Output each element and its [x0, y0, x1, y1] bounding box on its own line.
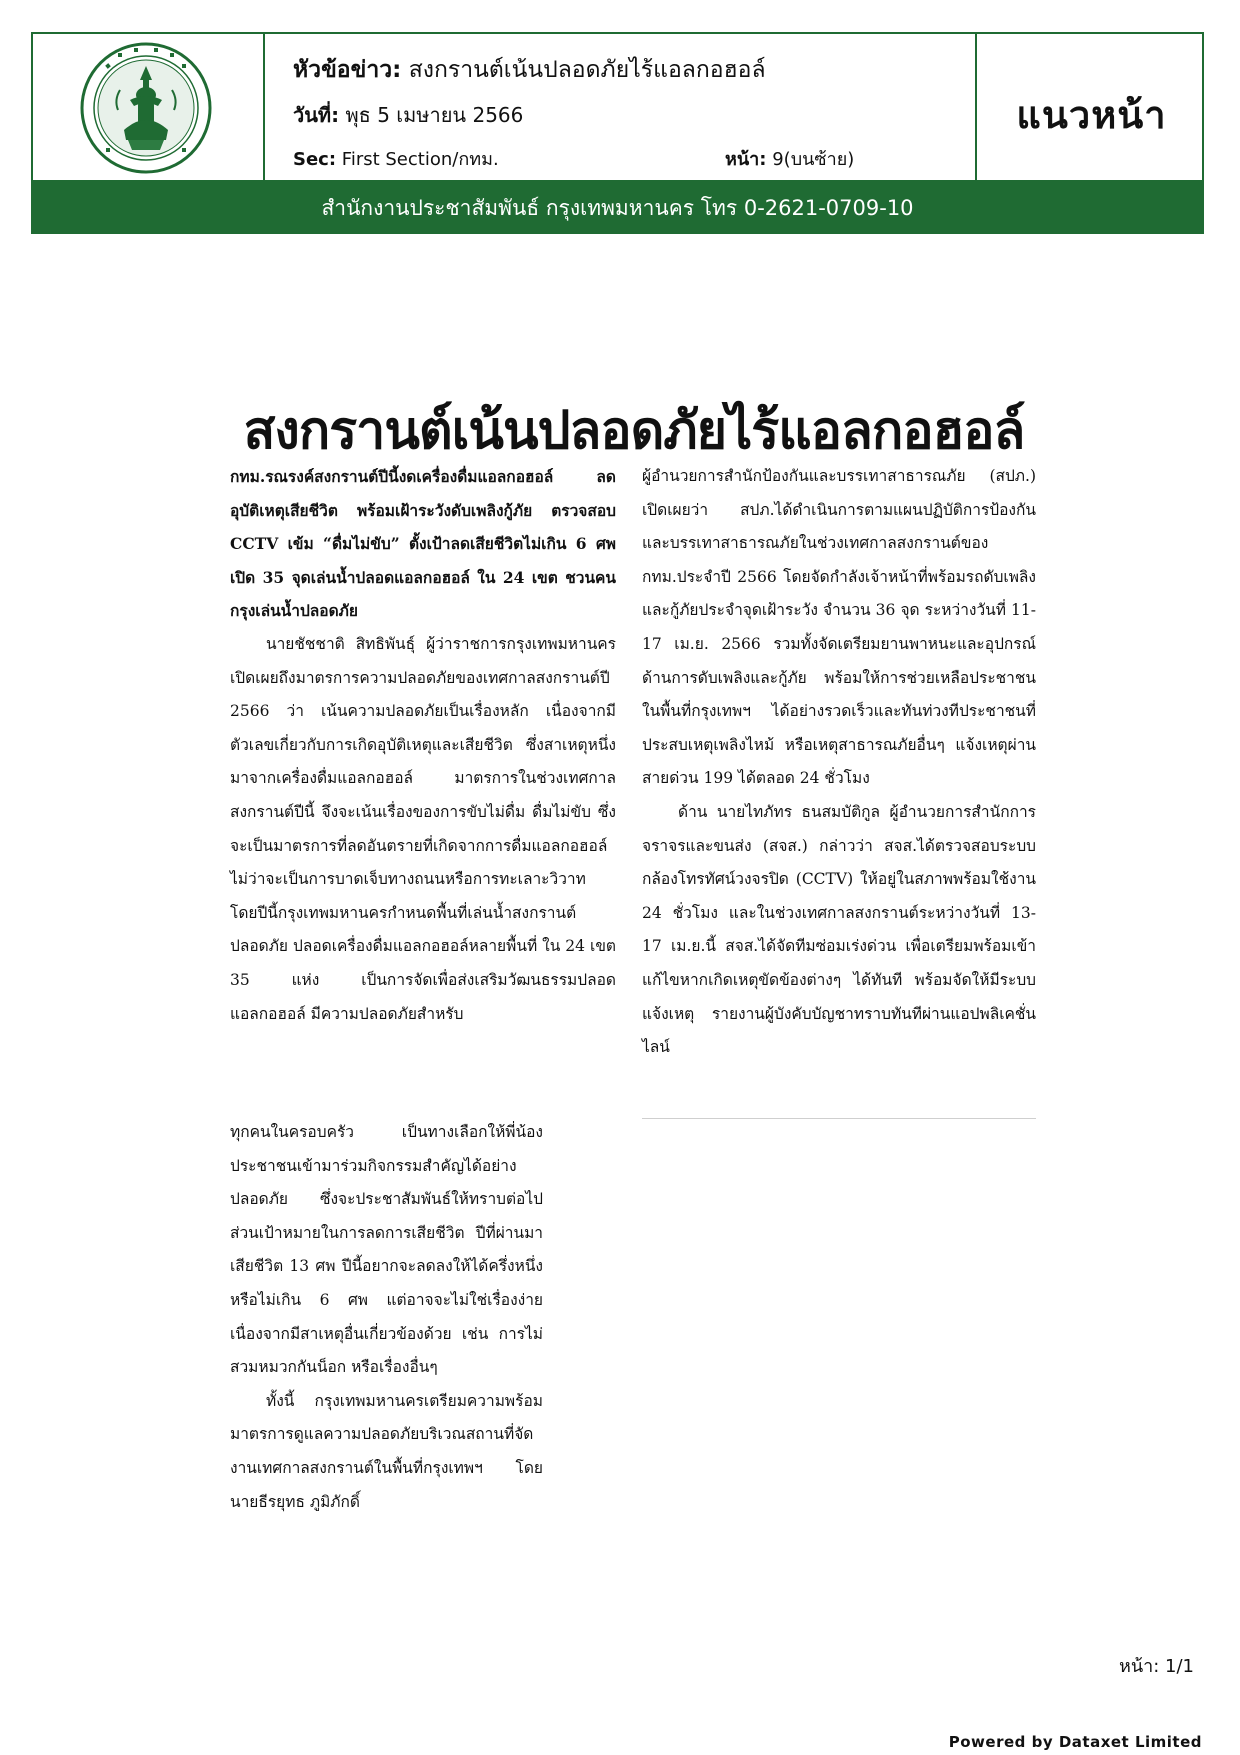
section-row — [293, 144, 499, 173]
article-column-left — [230, 460, 616, 1031]
sec-label: Sec: — [293, 149, 337, 170]
page-counter: หน้า: 1/1 — [1118, 1656, 1194, 1677]
contact-banner: สำนักงานประชาสัมพันธ์ กรุงเทพมหานคร โทร 0-2621-0709-10 — [31, 182, 1204, 234]
column-end-rule — [642, 1118, 1036, 1119]
page-label: หน้า: — [725, 149, 767, 170]
headline-label: หัวข้อข่าว: — [293, 57, 402, 83]
article-paragraph: นายชัชชาติ สิทธิพันธุ์ ผู้ว่าราชการกรุงเทพมหานคร เปิดเผยถึงมาตรการความปลอดภัยของเทศกาลสงกรานต์ปี 2566 ว่า เน้นความปลอดภัยเป็นเรื่องหลัก เนื่องจากมีตัวเลขเกี่ยวกับการเกิดอุบัติเหตุและเสียชีวิต ซึ่งสาเหตุหนึ่งมาจากเครื่องดื่มแอลกอฮอล์ มาตรการในช่วงเทศกาลสงกรานต์ปีนี้ จึงจะเน้นเรื่องของการขับไม่ดื่ม ดื่มไม่ขับ ซึ่งจะเป็นมาตรการที่ลดอันตรายที่เกิดจากการดื่มแอลกอฮอล์ไม่ว่าจะเป็นการบาดเจ็บทางถนนหรือการทะเลาะวิวาท โดยปีนี้กรุงเทพมหานครกำหนดพื้นที่เล่นน้ำสงกรานต์ปลอดภัย ปลอดเครื่องดื่มแอลกอฮอล์หลายพื้นที่ ใน 24 เขต 35 แห่ง เป็นการจัดเพื่อส่งเสริมวัฒนธรรมปลอดแอลกอฮอล์ มีความปลอดภัยสำหรับ — [230, 634, 616, 1023]
sec-value: First Section/กทม. — [341, 149, 499, 170]
clipping-header — [31, 32, 1204, 182]
date-label: วันที่: — [293, 103, 340, 127]
clipping-info — [263, 34, 975, 182]
page-value: 9(บนซ้าย) — [772, 149, 855, 170]
article-paragraph-continued: ทุกคนในครอบครัว เป็นทางเลือกให้พี่น้องประชาชนเข้ามาร่วมกิจกรรมสำคัญได้อย่างปลอดภัย ซึ่งจะประชาสัมพันธ์ให้ทราบต่อไป ส่วนเป้าหมายในการลดการเสียชีวิต ปีที่ผ่านมาเสียชีวิต 13 ศพ ปีนี้อยากจะลดลงให้ได้ครึ่งหนึ่ง หรือไม่เกิน 6 ศพ แต่อาจจะไม่ใช่เรื่องง่ายเนื่องจากมีสาเหตุอื่นเกี่ยวข้องด้วย เช่น การไม่สวมหมวกกันน็อก หรือเรื่องอื่นๆ — [230, 1123, 543, 1377]
article-title: สงกรานต์เน้นปลอดภัยไร้แอลกอฮอล์ — [243, 401, 1025, 461]
article-column-left-continued — [230, 1116, 543, 1519]
article-paragraph: ผู้อำนวยการสำนักป้องกันและบรรเทาสาธารณภัย (สปภ.) เปิดเผยว่า สปภ.ได้ดำเนินการตามแผนปฏิบัติการป้องกันและบรรเทาสาธารณภัยในช่วงเทศกาลสงกรานต์ของ กทม.ประจำปี 2566 โดยจัดกำลังเจ้าหน้าที่พร้อมรถดับเพลิงและกู้ภัยประจำจุดเฝ้าระวัง จำนวน 36 จุด ระหว่างวันที่ 11-17 เม.ย. 2566 รวมทั้งจัดเตรียมยานพาหนะและอุปกรณ์ด้านการดับเพลิงและกู้ภัย พร้อมให้การช่วยเหลือประชาชนในพื้นที่กรุงเทพฯ ได้อย่างรวดเร็วและทันท่วงทีประชาชนที่ประสบเหตุเพลิงไหม้ หรือเหตุสาธารณภัยอื่นๆ แจ้งเหตุผ่านสายด่วน 199 ได้ตลอด 24 ชั่วโมง — [642, 467, 1036, 788]
powered-by: Powered by Dataxet Limited — [948, 1733, 1202, 1751]
headline-value: สงกรานต์เน้นปลอดภัยไร้แอลกอฮอล์ — [408, 57, 766, 83]
logo-cell — [33, 34, 265, 182]
bangkok-seal-logo — [78, 40, 214, 176]
publication-name: แนวหน้า — [1016, 93, 1167, 137]
date-value: พุธ 5 เมษายน 2566 — [345, 103, 524, 127]
date-row — [293, 99, 523, 131]
publication-cell — [975, 34, 1206, 182]
article-paragraph: ทั้งนี้ กรุงเทพมหานครเตรียมความพร้อมมาตรการดูแลความปลอดภัยบริเวณสถานที่จัดงานเทศกาลสงกรานต์ในพื้นที่กรุงเทพฯ โดย นายธีรยุทธ ภูมิภักดิ์ — [230, 1391, 543, 1511]
page-ref — [725, 144, 854, 173]
article-lead: กทม.รณรงค์สงกรานต์ปีนี้งดเครื่องดื่มแอลกอฮอล์ ลดอุบัติเหตุเสียชีวิต พร้อมเฝ้าระวังดับเพลิงกู้ภัย ตรวจสอบ CCTV เข้ม “ดื่มไม่ขับ” ตั้งเป้าลดเสียชีวิตไม่เกิน 6 ศพ เปิด 35 จุดเล่นน้ำปลอดแอลกอฮอล์ ใน 24 เขต ชวนคนกรุงเล่นน้ำปลอดภัย — [230, 467, 616, 621]
headline-row — [293, 52, 766, 88]
article-paragraph: ด้าน นายไทภัทร ธนสมบัติกูล ผู้อำนวยการสำนักการจราจรและขนส่ง (สจส.) กล่าวว่า สจส.ได้ตรวจสอบระบบกล้องโทรทัศน์วงจรปิด (CCTV) ให้อยู่ในสภาพพร้อมใช้งาน 24 ชั่วโมง และในช่วงเทศกาลสงกรานต์ระหว่างวันที่ 13-17 เม.ย.นี้ สจส.ได้จัดทีมซ่อมเร่งด่วน เพื่อเตรียมพร้อมเข้าแก้ไขหากเกิดเหตุขัดข้องต่างๆ ได้ทันที พร้อมจัดให้มีระบบแจ้งเหตุ รายงานผู้บังคับบัญชาทราบทันทีผ่านแอปพลิเคชั่นไลน์ — [642, 802, 1036, 1057]
article-column-right — [642, 460, 1036, 1065]
